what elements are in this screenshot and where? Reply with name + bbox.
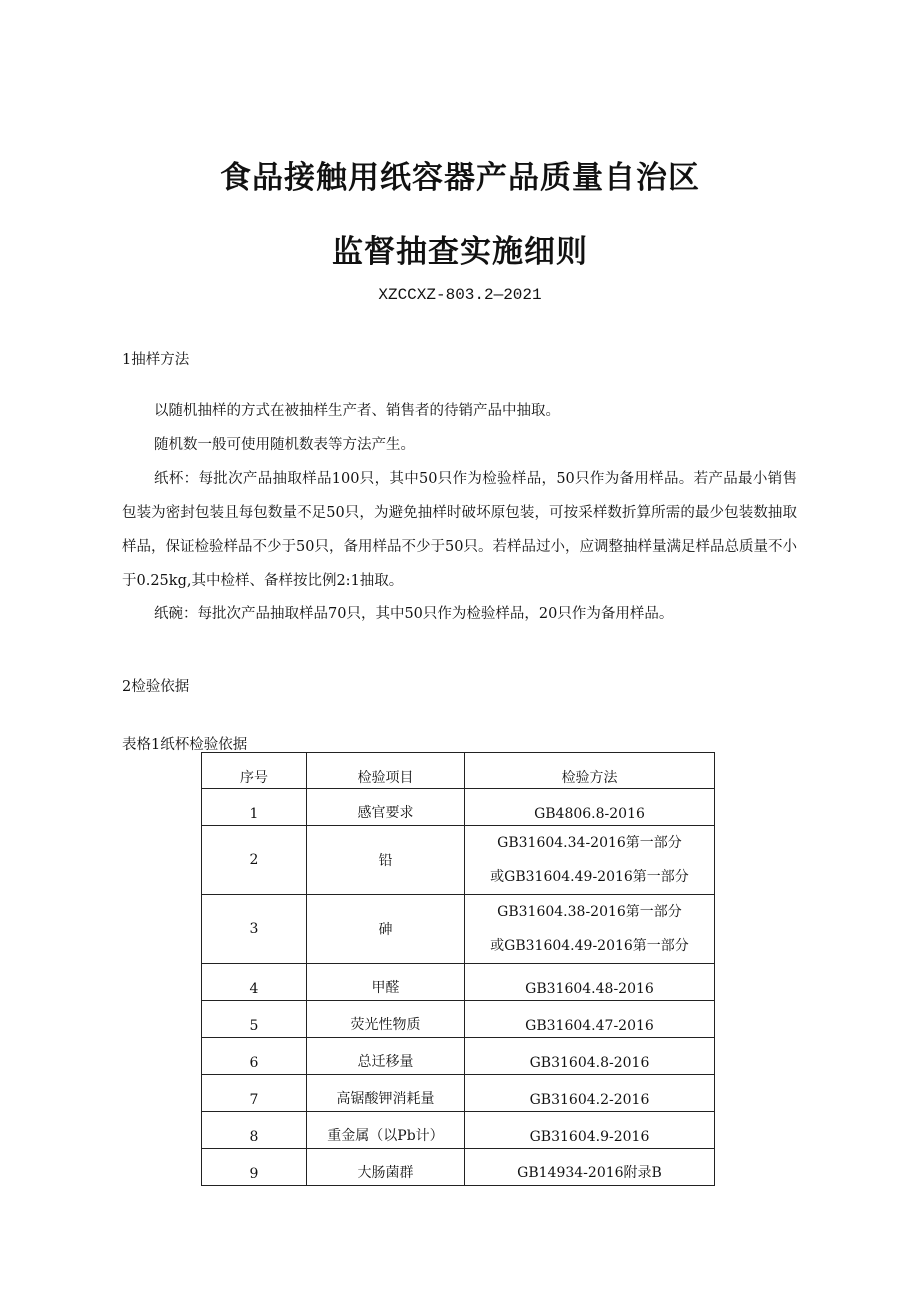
inspection-method: GB31604.47-2016 [465,1001,715,1038]
column-header-item: 检验项目 [307,753,465,789]
inspection-item: 感官要求 [307,789,465,826]
table-row [202,1149,715,1186]
row-number: 7 [202,1075,307,1112]
method-line: GB31604.34-2016第一部分 [497,835,682,851]
table-row [202,1038,715,1075]
table-row [202,789,715,826]
sampling-paragraph: 以随机抽样的方式在被抽样生产者、销售者的待销产品中抽取。 [154,403,560,419]
inspection-item: 高锯酸钾消耗量 [307,1075,465,1112]
row-number: 6 [202,1038,307,1075]
table-row [202,826,715,895]
inspection-item: 重金属（以Pb计） [307,1112,465,1149]
inspection-method: GB4806.8-2016 [465,789,715,826]
sampling-paragraph: 随机数一般可使用随机数表等方法产生。 [154,437,415,453]
table-caption: 表格1纸杯检验依据 [122,737,248,753]
inspection-basis-table [201,752,715,1186]
row-number: 4 [202,964,307,1001]
row-number: 8 [202,1112,307,1149]
inspection-item: 铅 [307,826,465,895]
row-number: 1 [202,789,307,826]
table-row [202,964,715,1001]
document-number: XZCCXZ-803.2—2021 [378,286,542,304]
inspection-method [465,895,715,964]
paper-bowl-sampling-paragraph: 纸碗：每批次产品抽取样品70只，其中50只作为检验样品，20只作为备用样品。 [154,606,674,622]
inspection-item: 砷 [307,895,465,964]
table-row [202,895,715,964]
inspection-item: 甲醛 [307,964,465,1001]
table-row [202,1001,715,1038]
table-header-row [202,753,715,789]
section-heading-sampling: 1抽样方法 [122,352,190,368]
document-title-line-1: 食品接触用纸容器产品质量自治区 [220,160,700,196]
inspection-item: 荧光性物质 [307,1001,465,1038]
inspection-method: GB31604.48-2016 [465,964,715,1001]
row-number: 9 [202,1149,307,1186]
table-row [202,1112,715,1149]
document-title-line-2: 监督抽查实施细则 [332,234,588,270]
method-line: GB31604.38-2016第一部分 [497,904,682,920]
row-number: 2 [202,826,307,895]
inspection-method: GB14934-2016附录B [465,1149,715,1186]
row-number: 5 [202,1001,307,1038]
section-heading-inspection-basis: 2检验依据 [122,679,190,695]
row-number: 3 [202,895,307,964]
column-header-method: 检验方法 [465,753,715,789]
inspection-method: GB31604.8-2016 [465,1038,715,1075]
inspection-method: GB31604.9-2016 [465,1112,715,1149]
paper-cup-sampling-paragraph: 纸杯：每批次产品抽取样品100只，其中50只作为检验样品，50只作为备用样品。若产品最小销售包装为密封包装且每包数量不足50只，为避免抽样时破坏原包装，可按采样数折算所需的最少包装数抽取样品，保证检验样品不少于50只，备用样品不少于50只。若样品过小，应调整抽样量满足样品总质量不小于0.25kg,其中检样、备样按比例2:1抽取。 [122,471,797,589]
method-line: 或GB31604.49-2016第一部分 [490,869,689,885]
method-line: 或GB31604.49-2016第一部分 [490,938,689,954]
table-row [202,1075,715,1112]
inspection-item: 大肠菌群 [307,1149,465,1186]
inspection-method: GB31604.2-2016 [465,1075,715,1112]
inspection-item: 总迁移量 [307,1038,465,1075]
inspection-method [465,826,715,895]
column-header-number: 序号 [202,753,307,789]
